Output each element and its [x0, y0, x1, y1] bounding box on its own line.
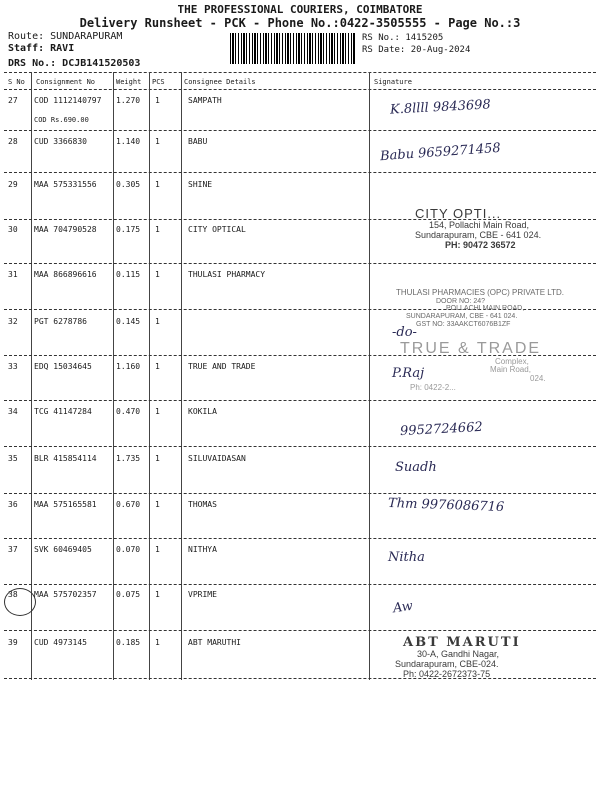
- cell-consignee: VPRIME: [188, 590, 217, 599]
- col-line: [181, 72, 182, 680]
- cell-sno: 30: [8, 225, 18, 234]
- cell-weight: 0.175: [116, 225, 141, 234]
- stamp-abt-name: ABT MARUTI: [403, 635, 521, 650]
- cell-pcs: 1: [155, 545, 160, 554]
- cell-consignment: CUD 4973145: [34, 638, 87, 647]
- row-divider: [4, 446, 596, 447]
- cell-pcs: 1: [155, 225, 160, 234]
- stamp-true-trade: [400, 340, 546, 393]
- cell-weight: 1.270: [116, 96, 141, 105]
- signature-handwriting: Thm 9976086716: [387, 495, 505, 516]
- col-line: [369, 72, 370, 680]
- circle-mark: [4, 588, 36, 616]
- cell-sno: 38: [8, 590, 18, 599]
- col-header-pcs: PCS: [152, 78, 165, 86]
- cell-consignment: BLR 415854114: [34, 454, 97, 463]
- cell-consignment: EDQ 15034645: [34, 362, 92, 371]
- cell-sno: 39: [8, 638, 18, 647]
- cell-sno: 31: [8, 270, 18, 279]
- cell-consignee: SHINE: [188, 180, 213, 189]
- cell-consignee: SAMPATH: [188, 96, 222, 105]
- cell-consignment: MAA 575165581: [34, 500, 97, 509]
- cell-consignee: THULASI PHARMACY: [188, 270, 266, 279]
- row-divider: [4, 400, 596, 401]
- cell-sno: 28: [8, 137, 18, 146]
- cell-weight: 0.305: [116, 180, 141, 189]
- cell-weight: 0.070: [116, 545, 141, 554]
- cell-consignee: THOMAS: [188, 500, 217, 509]
- stamp-true-trade-line2: Main Road,: [490, 365, 531, 375]
- cell-weight: 1.735: [116, 454, 141, 463]
- stamp-city-optical-line3: PH: 90472 36572: [445, 240, 516, 251]
- cell-pcs: 1: [155, 638, 160, 647]
- cell-consignment: MAA 575702357: [34, 590, 97, 599]
- signature-handwriting: Babu 9659271458: [379, 140, 502, 165]
- col-line: [149, 72, 150, 680]
- cell-consignee: TRUE AND TRADE: [188, 362, 256, 371]
- stamp-abt-line3: Ph: 0422-2672373-75: [403, 669, 491, 680]
- cell-pcs: 1: [155, 500, 160, 509]
- drs-number: DRS No.: DCJB141520503: [8, 58, 141, 69]
- cell-sno: 37: [8, 545, 18, 554]
- col-line: [31, 72, 32, 680]
- col-header-consignment: Consignment No: [36, 78, 96, 86]
- cell-consignment: TCG 41147284: [34, 407, 92, 416]
- cell-weight: 0.470: [116, 407, 141, 416]
- cod-amount: COD Rs.690.00: [34, 116, 89, 124]
- cell-weight: 0.670: [116, 500, 141, 509]
- stamp-thulasi-name: THULASI PHARMACIES (OPC) PRIVATE LTD.: [396, 288, 565, 297]
- cell-consignee: ABT MARUTHI: [188, 638, 241, 647]
- cell-weight: 0.075: [116, 590, 141, 599]
- stamp-abt-line1: 30-A, Gandhi Nagar,: [417, 649, 500, 660]
- row-divider: [4, 493, 596, 494]
- cell-consignee: CITY OPTICAL: [188, 225, 246, 234]
- cell-weight: 0.145: [116, 317, 141, 326]
- cell-pcs: 1: [155, 590, 160, 599]
- cell-pcs: 1: [155, 407, 160, 416]
- signature-handwriting: -do-: [392, 325, 417, 340]
- stamp-city-optical-line2: Sundarapuram, CBE - 641 024.: [415, 230, 542, 241]
- cell-consignee: BABU: [188, 137, 208, 146]
- signature-handwriting: Suadh: [395, 460, 437, 475]
- cell-pcs: 1: [155, 180, 160, 189]
- cell-consignment: CUD 3366830: [34, 137, 87, 146]
- stamp-abt: [395, 636, 521, 680]
- cell-pcs: 1: [155, 96, 160, 105]
- cell-sno: 32: [8, 317, 18, 326]
- cell-pcs: 1: [155, 317, 160, 326]
- cell-weight: 0.185: [116, 638, 141, 647]
- stamp-true-trade-line3: 024.: [530, 374, 546, 384]
- cell-pcs: 1: [155, 454, 160, 463]
- cell-consignee: NITHYA: [188, 545, 217, 554]
- col-line: [113, 72, 114, 680]
- runsheet-subtitle: Delivery Runsheet - PCK - Phone No.:0422-3505555 - Page No.:3: [79, 16, 521, 30]
- cell-sno: 36: [8, 500, 18, 509]
- runsheet-title: THE PROFESSIONAL COURIERS, COIMBATORE: [177, 3, 423, 16]
- cell-pcs: 1: [155, 137, 160, 146]
- cell-consignment: SVK 60469405: [34, 545, 92, 554]
- cell-consignee: KOKILA: [188, 407, 217, 416]
- cell-sno: 27: [8, 96, 18, 105]
- col-header-consignee: Consignee Details: [184, 78, 256, 86]
- cell-consignment: COD 1112140797: [34, 96, 102, 105]
- stamp-city-optical: [415, 207, 541, 251]
- row-divider: [4, 630, 596, 631]
- row-divider: [4, 263, 596, 264]
- stamp-city-optical-name: CITY OPTI...: [415, 206, 502, 221]
- stamp-thulasi: [396, 289, 564, 329]
- barcode: [230, 33, 355, 64]
- row-divider: [4, 130, 596, 131]
- cell-weight: 1.140: [116, 137, 141, 146]
- cell-pcs: 1: [155, 362, 160, 371]
- stamp-city-optical-line1: 154, Pollachi Main Road,: [429, 220, 530, 231]
- cell-sno: 33: [8, 362, 18, 371]
- cell-consignment: MAA 575331556: [34, 180, 97, 189]
- table-top-divider: [4, 72, 596, 73]
- stamp-thulasi-line1: DOOR NO: 24?: [436, 297, 486, 305]
- cell-consignee: SILUVAIDASAN: [188, 454, 246, 463]
- cell-weight: 1.160: [116, 362, 141, 371]
- rs-number: RS No.: 1415205: [362, 33, 444, 43]
- row-divider: [4, 584, 596, 585]
- cell-weight: 0.115: [116, 270, 141, 279]
- stamp-true-trade-line4: Ph: 0422-2...: [410, 382, 456, 392]
- col-header-sno: S No: [8, 78, 25, 86]
- cell-sno: 29: [8, 180, 18, 189]
- cell-consignment: MAA 866896616: [34, 270, 97, 279]
- stamp-true-trade-line1: Complex,: [495, 356, 529, 366]
- col-header-weight: Weight: [116, 78, 142, 86]
- signature-handwriting: Aw: [392, 598, 414, 617]
- signature-handwriting: K.8llll 9843698: [389, 97, 492, 118]
- signature-handwriting: P.Raj: [392, 366, 425, 381]
- cell-consignment: MAA 704790528: [34, 225, 97, 234]
- row-divider: [4, 172, 596, 173]
- signature-handwriting: 9952724662: [399, 419, 484, 440]
- header-divider: [4, 89, 596, 90]
- cell-pcs: 1: [155, 270, 160, 279]
- cell-sno: 34: [8, 407, 18, 416]
- rs-date: RS Date: 20-Aug-2024: [362, 45, 471, 55]
- row-divider: [4, 538, 596, 539]
- cell-consignment: PGT 6278786: [34, 317, 87, 326]
- staff-label: Staff: RAVI: [8, 43, 75, 54]
- cell-sno: 35: [8, 454, 18, 463]
- stamp-abt-line2: Sundarapuram, CBE-024.: [395, 659, 499, 670]
- stamp-true-trade-name: TRUE & TRADE: [400, 340, 542, 357]
- stamp-thulasi-line3: SUNDARAPURAM, CBE - 641 024.: [406, 313, 518, 321]
- stamp-thulasi-line4: GST NO: 33AAKCT6076B1ZF: [416, 320, 511, 328]
- route-label: Route: SUNDARAPURAM: [8, 31, 123, 42]
- stamp-thulasi-line2: POLLACHI MAIN ROAD,: [446, 305, 525, 313]
- col-header-signature: Signature: [374, 78, 412, 86]
- signature-handwriting: Nitha: [388, 550, 425, 565]
